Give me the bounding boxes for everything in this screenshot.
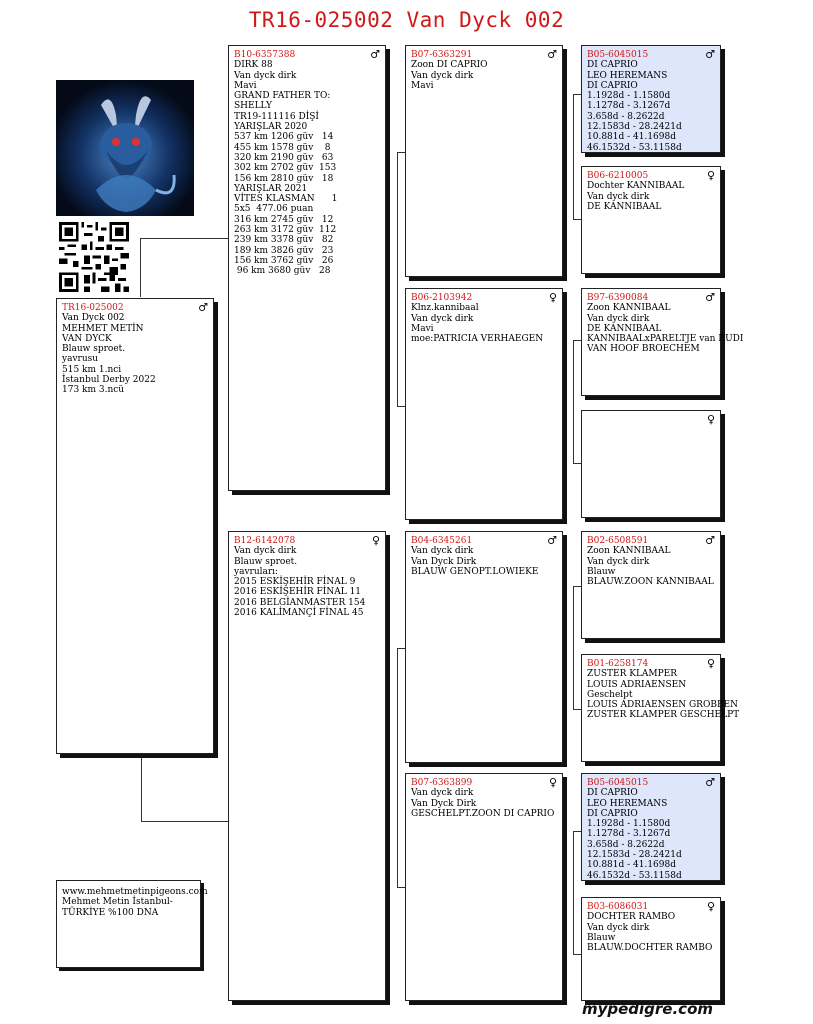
pedigree-line: GESCHELPT.ZOON DI CAPRIO xyxy=(411,808,555,819)
subject-card[interactable] xyxy=(56,298,214,754)
pedigree-line: 3.658d - 8.2622d xyxy=(587,839,665,850)
sdd-card[interactable] xyxy=(581,410,721,518)
pedigree-line: Blauw xyxy=(587,566,616,577)
connector-line xyxy=(573,586,574,710)
pedigree-line: 1.1278d - 3.1267d xyxy=(587,829,671,840)
sire-dam-card[interactable] xyxy=(405,288,563,520)
ring-number: B06-2103942 xyxy=(411,293,473,303)
sex-icon: ♀ xyxy=(706,169,715,182)
pedigree-line: Blauw sproet. xyxy=(62,344,126,355)
connector-line xyxy=(397,648,398,887)
sire-sire-card[interactable] xyxy=(405,45,563,277)
dss-card[interactable] xyxy=(581,531,721,639)
pedigree-line: Klnz.kannibaal xyxy=(411,303,479,314)
pedigree-line: DOCHTER RAMBO xyxy=(587,912,676,923)
pedigree-line: Van dyck dirk xyxy=(411,788,474,799)
sex-icon: ♀ xyxy=(706,657,715,670)
pedigree-line: 156 km 3762 güv 26 xyxy=(234,255,334,266)
pedigree-line: DE KANNIBAAL xyxy=(587,323,662,334)
sex-icon: ♀ xyxy=(548,776,557,789)
connector-line xyxy=(140,238,228,239)
pedigree-line: Geschelpt xyxy=(587,689,633,700)
connector-line xyxy=(573,340,581,341)
pedigree-line: yavrusu xyxy=(62,354,99,365)
pedigree-line: 2016 ESKİŞEHİR FİNAL 11 xyxy=(234,587,362,598)
pedigree-line: Van Dyck Dirk xyxy=(411,556,477,567)
pedigree-line: Blauw xyxy=(587,932,616,943)
pedigree-line: Zoon KANNIBAAL xyxy=(587,546,671,557)
dds-card[interactable] xyxy=(581,773,721,881)
pedigree-line: 5x5 477.06 puan xyxy=(234,204,314,215)
pedigree-line: Van dyck dirk xyxy=(234,546,297,557)
sex-icon: ♀ xyxy=(548,291,557,304)
pedigree-line: 3.658d - 8.2622d xyxy=(587,111,665,122)
pedigree-line: 46.1532d - 53.1158d xyxy=(587,870,682,881)
pedigree-line: 2016 BELGİANMASTER 154 xyxy=(234,597,366,608)
ring-number: B05-6045015 xyxy=(587,50,649,60)
pedigree-line: BLAUW.ZOON KANNIBAAL xyxy=(587,577,714,588)
contact-box xyxy=(56,880,208,968)
pedigree-line: 2016 KALİMANÇİ FİNAL 45 xyxy=(234,608,364,619)
pedigree-line: 156 km 2810 güv 18 xyxy=(234,173,334,184)
sex-icon: ♂ xyxy=(705,534,715,547)
pedigree-line: 1.1928d - 1.1580d xyxy=(587,819,671,830)
ring-number: B07-6363899 xyxy=(411,778,473,788)
ring-number xyxy=(587,415,715,425)
pedigree-line: 46.1532d - 53.1158d xyxy=(587,142,682,153)
pedigree-line: 320 km 2190 güv 63 xyxy=(234,152,334,163)
connector-line xyxy=(573,831,581,832)
pedigree-line: Van dyck dirk xyxy=(411,70,474,81)
pedigree-line: Van dyck dirk xyxy=(411,313,474,324)
connector-line xyxy=(397,152,405,153)
pedigree-line: Dochter KANNIBAAL xyxy=(587,181,685,192)
ring-number: B02-6508591 xyxy=(587,536,649,546)
pedigree-line: 10.881d - 41.1698d xyxy=(587,132,676,143)
pedigree-line: LEO HEREMANS xyxy=(587,70,668,81)
pedigree-line: Mavi xyxy=(411,323,434,334)
pedigree-line: 455 km 1578 güv 8 xyxy=(234,142,331,153)
dragon-avatar-image xyxy=(56,80,194,216)
ssd-card[interactable] xyxy=(581,166,721,274)
pedigree-line: VAN DYCK xyxy=(62,333,112,344)
sex-icon: ♀ xyxy=(371,534,380,547)
pedigree-line: Van dyck dirk xyxy=(587,922,650,933)
ring-number: TR16-025002 xyxy=(62,303,124,313)
pedigree-line: 189 km 3826 güv 23 xyxy=(234,245,334,256)
pedigree-line: LEO HEREMANS xyxy=(587,798,668,809)
connector-line xyxy=(573,219,581,220)
pedigree-line: Zoon DI CAPRIO xyxy=(411,60,488,71)
pedigree-line: 96 km 3680 güv 28 xyxy=(234,266,331,277)
sds-card[interactable] xyxy=(581,288,744,396)
pedigree-line: Van dyck dirk xyxy=(234,70,297,81)
connector-line xyxy=(573,463,581,464)
pedigree-line: Mavi xyxy=(411,80,434,91)
sex-icon: ♂ xyxy=(705,776,715,789)
sex-icon: ♂ xyxy=(705,291,715,304)
ddd-card[interactable] xyxy=(581,897,721,1001)
connector-line xyxy=(397,887,405,888)
pedigree-line: 316 km 2745 güv 12 xyxy=(234,214,334,225)
pedigree-line: 1.1928d - 1.1580d xyxy=(587,91,671,102)
ring-number: B97-6390084 xyxy=(587,293,649,303)
dam-card[interactable] xyxy=(228,531,386,1001)
pedigree-line: BLAUW.DOCHTER RAMBO xyxy=(587,943,713,954)
pedigree-line: DI CAPRIO xyxy=(587,788,638,799)
dsd-card[interactable] xyxy=(581,654,740,762)
pedigree-line: DE KANNIBAAL xyxy=(587,201,662,212)
connector-line xyxy=(141,756,142,821)
contact-website[interactable]: www.mehmetmetinpigeons.com xyxy=(62,887,208,897)
pedigree-line: ZUSTER KLAMPER xyxy=(587,669,678,680)
pedigree-line: ZUSTER KLAMPER GESCHELPT xyxy=(587,710,740,721)
dam-sire-card[interactable] xyxy=(405,531,563,763)
pedigree-line: Van dyck dirk xyxy=(587,313,650,324)
connector-line xyxy=(573,586,581,587)
pedigree-line: Van Dyck 002 xyxy=(62,313,125,324)
pedigree-line: 537 km 1206 güv 14 xyxy=(234,132,334,143)
sex-icon: ♂ xyxy=(547,48,557,61)
pedigree-line: 12.1583d - 28.2421d xyxy=(587,122,682,133)
connector-line xyxy=(573,709,581,710)
pedigree-line: DI CAPRIO xyxy=(587,60,638,71)
sire-card[interactable] xyxy=(228,45,386,491)
pedigree-line: Zoon KANNIBAAL xyxy=(587,303,671,314)
pedigree-line: DIRK 88 xyxy=(234,60,273,71)
pedigree-line: DI CAPRIO xyxy=(587,80,638,91)
connector-line xyxy=(397,648,405,649)
pedigree-line: KANNIBAALxPARELTJE van RUDI xyxy=(587,334,744,345)
pedigree-line: yavruları: xyxy=(234,566,279,577)
pedigree-line: 239 km 3378 güv 82 xyxy=(234,235,334,246)
connector-line xyxy=(573,831,574,955)
connector-line xyxy=(573,954,581,955)
connector-line xyxy=(573,94,581,95)
pedigree-line: 10.881d - 41.1698d xyxy=(587,860,676,871)
pedigree-line: moe:PATRICIA VERHAEGEN xyxy=(411,334,544,345)
ring-number: B10-6357388 xyxy=(234,50,296,60)
connector-line xyxy=(573,340,574,464)
pedigree-line: DI CAPRIO xyxy=(587,808,638,819)
brand-logo-text[interactable]: mypedigre.com xyxy=(581,1000,713,1018)
sss-card[interactable] xyxy=(581,45,721,153)
pedigree-line: 1.1278d - 3.1267d xyxy=(587,101,671,112)
pedigree-line: VAN HOOF BROECHEM xyxy=(587,344,700,355)
pedigree-line: TR19-111116 DİŞİ xyxy=(234,111,319,122)
pedigree-line: GRAND FATHER TO: xyxy=(234,91,331,102)
sex-icon: ♂ xyxy=(370,48,380,61)
ring-number: B07-6363291 xyxy=(411,50,473,60)
pedigree-line: 263 km 3172 güv 112 xyxy=(234,225,337,236)
connector-line xyxy=(397,152,398,407)
pedigree-line: YARIŞLAR 2020 xyxy=(234,122,308,133)
sex-icon: ♀ xyxy=(706,413,715,426)
ring-number: B05-6045015 xyxy=(587,778,649,788)
sex-icon: ♂ xyxy=(705,48,715,61)
pedigree-line: Blauw sproet. xyxy=(234,556,298,567)
sex-icon: ♀ xyxy=(706,900,715,913)
pedigree-line: 2015 ESKİŞEHİR FİNAL 9 xyxy=(234,577,356,588)
connector-line xyxy=(573,94,574,219)
ring-number: B12-6142078 xyxy=(234,536,296,546)
connector-line xyxy=(141,821,228,822)
sex-icon: ♂ xyxy=(198,301,208,314)
ring-number: B03-6086031 xyxy=(587,902,649,912)
qr-code[interactable] xyxy=(59,222,129,292)
pedigree-line: SHELLY xyxy=(234,101,272,112)
ring-number: B06-6210005 xyxy=(587,171,649,181)
pedigree-line: Van dyck dirk xyxy=(411,546,474,557)
pedigree-line: 515 km 1.nci xyxy=(62,364,122,375)
pedigree-line: Mavi xyxy=(234,80,257,91)
pedigree-line: Van Dyck Dirk xyxy=(411,798,477,809)
pedigree-line: İstanbul Derby 2022 xyxy=(62,375,156,386)
pedigree-title: TR16-025002 Van Dyck 002 xyxy=(248,8,565,32)
connector-line xyxy=(397,406,405,407)
pedigree-line: 12.1583d - 28.2421d xyxy=(587,850,682,861)
pedigree-line: BLAUW GENOPT.LOWIEKE xyxy=(411,566,539,577)
pedigree-line: 302 km 2702 güv 153 xyxy=(234,163,337,174)
pedigree-line: LOUIS ADRIAENSEN GROBBEN xyxy=(587,700,739,711)
sex-icon: ♂ xyxy=(547,534,557,547)
pedigree-line: LOUIS ADRIAENSEN xyxy=(587,679,687,690)
contact-name: Mehmet Metin xyxy=(62,897,130,908)
pedigree-line: YARIŞLAR 2021 xyxy=(234,183,308,194)
dam-dam-card[interactable] xyxy=(405,773,563,1001)
pedigree-line: 173 km 3.ncü xyxy=(62,385,125,396)
pedigree-line: MEHMET METİN xyxy=(62,323,144,334)
pedigree-line: VİTES KLASMAN 1 xyxy=(234,194,338,205)
pedigree-line: Van dyck dirk xyxy=(587,556,650,567)
connector-line xyxy=(140,238,141,297)
ring-number: B04-6345261 xyxy=(411,536,473,546)
contact-location: İstanbul-TÜRKİYE xyxy=(62,897,173,918)
ring-number: B01-6258174 xyxy=(587,659,649,669)
contact-dna: %100 DNA xyxy=(108,907,159,918)
pedigree-line: Van dyck dirk xyxy=(587,191,650,202)
